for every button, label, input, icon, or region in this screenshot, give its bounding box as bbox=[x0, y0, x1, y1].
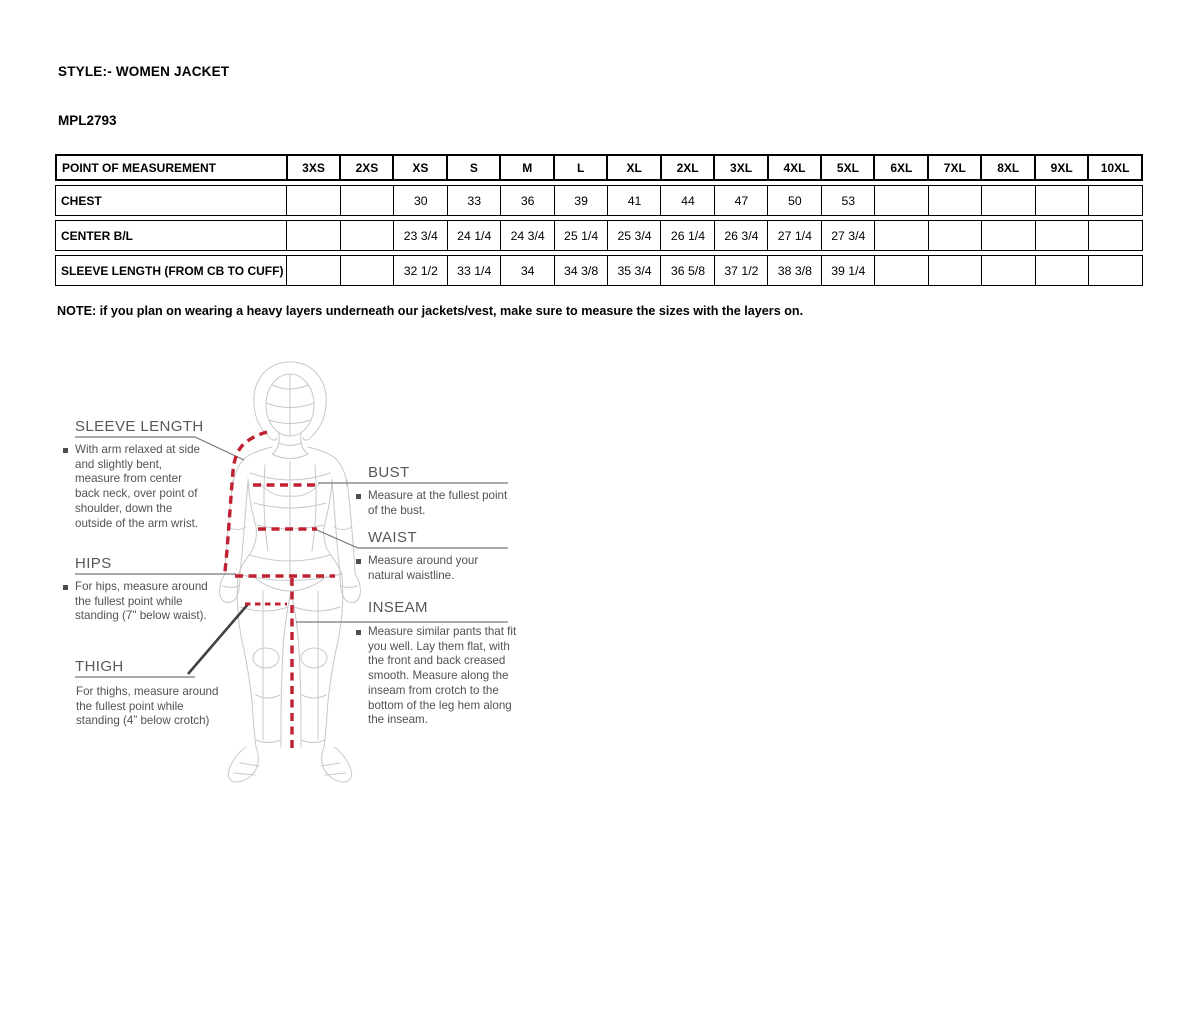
thigh-label: THIGH bbox=[75, 658, 124, 675]
measurement-cell bbox=[286, 185, 341, 216]
measurement-cell: 34 3/8 bbox=[554, 255, 609, 286]
measurement-cell: 25 1/4 bbox=[554, 220, 609, 251]
measurement-cell: 27 1/4 bbox=[767, 220, 822, 251]
measurement-cell bbox=[874, 185, 929, 216]
measurement-cell: 41 bbox=[607, 185, 662, 216]
waist-label: WAIST bbox=[368, 529, 417, 546]
bullet-square-icon bbox=[63, 448, 68, 453]
column-header-size: 3XL bbox=[713, 154, 769, 181]
column-header-size: 2XL bbox=[660, 154, 716, 181]
measurement-cell bbox=[981, 185, 1036, 216]
measurement-cell bbox=[1088, 185, 1143, 216]
measurement-cell: 50 bbox=[767, 185, 822, 216]
measurement-cell bbox=[340, 220, 395, 251]
sleeve-length-description: With arm relaxed at side and slightly bent, measure from center back neck, over point of shoulder, down the outside of the arm wrist. bbox=[75, 443, 201, 530]
measurement-cell bbox=[874, 255, 929, 286]
measurement-cell: 24 3/4 bbox=[500, 220, 555, 251]
sleeve-length-label: SLEEVE LENGTH bbox=[75, 418, 204, 435]
bust-label: BUST bbox=[368, 464, 410, 481]
bullet-square-icon bbox=[356, 494, 361, 499]
size-table-row bbox=[55, 255, 1143, 286]
measurement-cell bbox=[1088, 220, 1143, 251]
column-header-size: XS bbox=[392, 154, 448, 181]
size-table-row bbox=[55, 185, 1143, 216]
measurement-cell: 39 1/4 bbox=[821, 255, 876, 286]
measurement-cell bbox=[286, 220, 341, 251]
measurement-cell bbox=[981, 220, 1036, 251]
measurement-cell: 44 bbox=[660, 185, 715, 216]
measurement-cell: 47 bbox=[714, 185, 769, 216]
column-header-size: 3XS bbox=[286, 154, 342, 181]
measurement-cell bbox=[981, 255, 1036, 286]
row-label: CENTER B/L bbox=[55, 220, 288, 251]
bullet-square-icon bbox=[356, 559, 361, 564]
measurement-cell: 36 bbox=[500, 185, 555, 216]
measurement-cell: 33 1/4 bbox=[447, 255, 502, 286]
measurement-cell bbox=[340, 185, 395, 216]
bullet-square-icon bbox=[356, 630, 361, 635]
measurement-cell: 26 1/4 bbox=[660, 220, 715, 251]
inseam-label: INSEAM bbox=[368, 599, 428, 616]
row-label: CHEST bbox=[55, 185, 288, 216]
size-table-row bbox=[55, 220, 1143, 251]
size-table-header-row bbox=[55, 154, 1143, 181]
measurement-cell bbox=[874, 220, 929, 251]
measurement-cell: 32 1/2 bbox=[393, 255, 448, 286]
measurement-cell: 37 1/2 bbox=[714, 255, 769, 286]
measurement-cell bbox=[928, 220, 983, 251]
measurement-cell: 34 bbox=[500, 255, 555, 286]
column-header-size: 10XL bbox=[1087, 154, 1143, 181]
bust-description: Measure at the fullest point of the bust. bbox=[368, 489, 508, 517]
size-table bbox=[55, 154, 1143, 290]
column-header-size: S bbox=[446, 154, 502, 181]
column-header-size: XL bbox=[606, 154, 662, 181]
column-header-size: 8XL bbox=[980, 154, 1036, 181]
column-header-size: M bbox=[499, 154, 555, 181]
bullet-square-icon bbox=[63, 585, 68, 590]
measurement-cell: 30 bbox=[393, 185, 448, 216]
column-header-size: 6XL bbox=[873, 154, 929, 181]
measurement-cell: 36 5/8 bbox=[660, 255, 715, 286]
measurement-cell bbox=[1035, 185, 1090, 216]
column-header-size: L bbox=[553, 154, 609, 181]
document-title: STYLE:- WOMEN JACKET bbox=[58, 64, 230, 79]
thigh-description: For thighs, measure around the fullest point while standing (4” below crotch) bbox=[76, 685, 219, 728]
column-header-size: 2XS bbox=[339, 154, 395, 181]
measurement-cell bbox=[1035, 255, 1090, 286]
measurement-diagram bbox=[60, 355, 530, 815]
row-label: SLEEVE LENGTH (FROM CB TO CUFF) bbox=[55, 255, 288, 286]
measurement-cell: 39 bbox=[554, 185, 609, 216]
column-header-size: 9XL bbox=[1034, 154, 1090, 181]
measurement-cell bbox=[1088, 255, 1143, 286]
waist-description: Measure around your natural waistline. bbox=[368, 554, 479, 582]
measurement-cell bbox=[928, 185, 983, 216]
column-header-size: 4XL bbox=[767, 154, 823, 181]
measurement-cell: 23 3/4 bbox=[393, 220, 448, 251]
style-code: MPL2793 bbox=[58, 113, 117, 128]
column-header-size: 7XL bbox=[927, 154, 983, 181]
measurement-cell bbox=[1035, 220, 1090, 251]
column-header-size: 5XL bbox=[820, 154, 876, 181]
column-header-point-of-measurement: POINT OF MEASUREMENT bbox=[55, 154, 288, 181]
measurement-cell bbox=[340, 255, 395, 286]
measurement-cell bbox=[928, 255, 983, 286]
inseam-description: Measure similar pants that fit you well. Lay them flat, with the front and back creased smooth. Measure along the inseam from crotch to the bottom of the leg hem along the inseam. bbox=[368, 625, 517, 727]
measurement-cell: 33 bbox=[447, 185, 502, 216]
measurement-cell: 53 bbox=[821, 185, 876, 216]
measurement-cell: 27 3/4 bbox=[821, 220, 876, 251]
hips-label: HIPS bbox=[75, 555, 112, 572]
measurement-cell: 26 3/4 bbox=[714, 220, 769, 251]
note-text: NOTE: if you plan on wearing a heavy layers underneath our jackets/vest, make sure to measure the sizes with the layers on. bbox=[57, 304, 804, 318]
measurement-cell: 38 3/8 bbox=[767, 255, 822, 286]
mannequin-figure bbox=[220, 362, 361, 782]
measurement-cell bbox=[286, 255, 341, 286]
measurement-cell: 24 1/4 bbox=[447, 220, 502, 251]
measurement-cell: 35 3/4 bbox=[607, 255, 662, 286]
measurement-cell: 25 3/4 bbox=[607, 220, 662, 251]
hips-description: For hips, measure around the fullest point while standing (7" below waist). bbox=[75, 580, 208, 623]
